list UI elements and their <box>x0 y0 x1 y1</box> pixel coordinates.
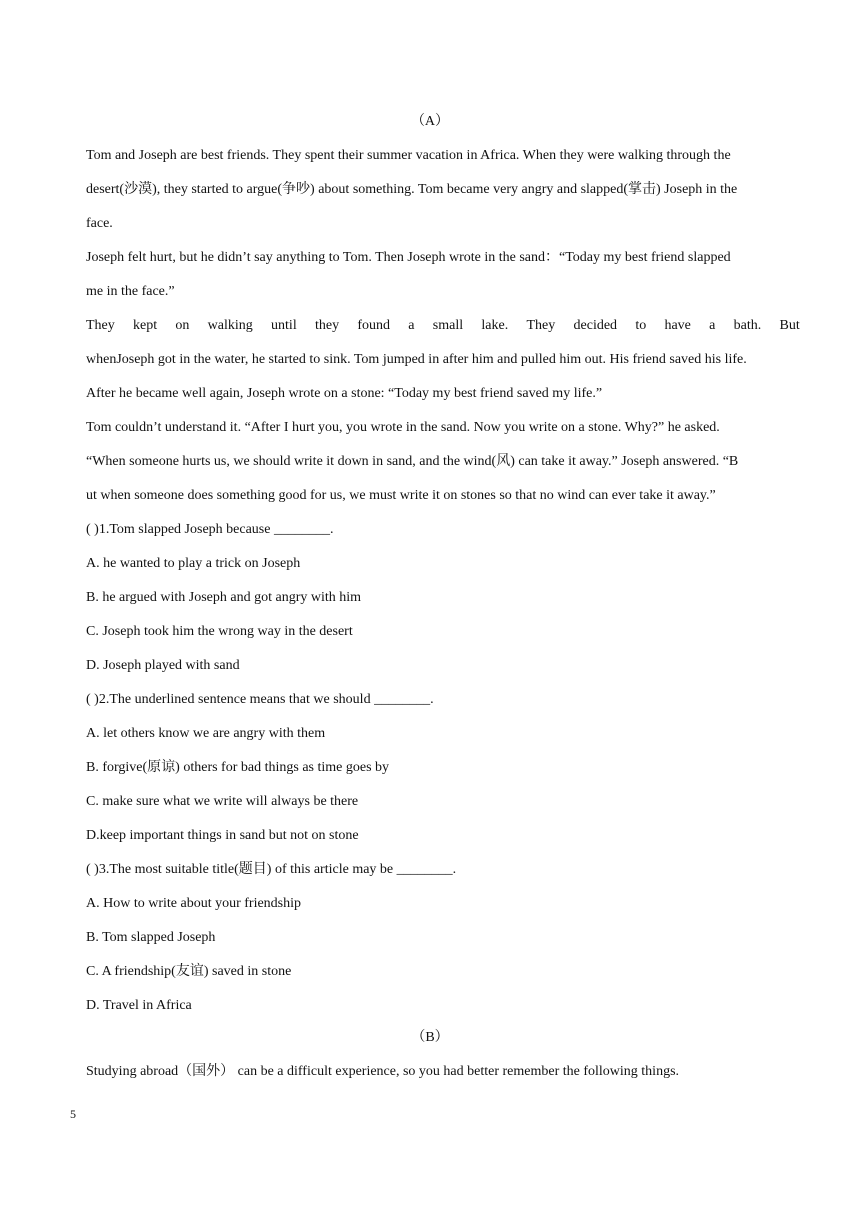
passage-a-p6-line2: ut when someone does something good for us, we must write it on stones so that no wind can ever take it away.” <box>86 488 716 503</box>
word: until <box>271 318 297 333</box>
question-2-option-a: A. let others know we are angry with them <box>86 726 326 741</box>
passage-a-p2-line1: Joseph felt hurt, but he didn’t say anything to Tom. Then Joseph wrote in the sand：“Today my best friend slapped <box>86 250 731 265</box>
passage-a-p5: Tom couldn’t understand it. “After I hurt you, you wrote in the sand. Now you write on a stone. Why?” he asked. <box>86 420 720 435</box>
word: small <box>432 318 464 333</box>
passage-b-p1: Studying abroad（国外） can be a difficult experience, so you had better remember the following things. <box>86 1064 680 1079</box>
question-2-option-c: C. make sure what we write will always be there <box>86 794 359 809</box>
passage-a-p3-line2: whenJoseph got in the water, he started to sink. Tom jumped in after him and pulled him out. His friend saved his life. <box>86 352 747 367</box>
passage-a-p1-line1: Tom and Joseph are best friends. They spent their summer vacation in Africa. When they were walking through the <box>86 148 731 163</box>
question-3-option-b: B. Tom slapped Joseph <box>86 930 216 945</box>
word: lake. <box>481 318 509 333</box>
question-1-option-b: B. he argued with Joseph and got angry with him <box>86 590 362 605</box>
word: a <box>408 318 415 333</box>
question-1-option-a: A. he wanted to play a trick on Joseph <box>86 556 301 571</box>
word: decided <box>573 318 618 333</box>
word: found <box>357 318 391 333</box>
word: They <box>86 318 115 333</box>
question-1-stem: ( )1.Tom slapped Joseph because ________. <box>86 522 334 537</box>
question-3-option-d: D. Travel in Africa <box>86 998 192 1013</box>
word: walking <box>207 318 253 333</box>
passage-a-p1-line3: face. <box>86 216 113 231</box>
word: a <box>709 318 716 333</box>
passage-a-p4: After he became well again, Joseph wrote on a stone: “Today my best friend saved my life.” <box>86 386 603 401</box>
question-2-option-b: B. forgive(原谅) others for bad things as time goes by <box>86 760 390 775</box>
page-number: 5 <box>70 1107 76 1121</box>
word: kept <box>133 318 158 333</box>
question-2-stem: ( )2.The underlined sentence means that we should ________. <box>86 692 434 707</box>
question-3-option-c: C. A friendship(友谊) saved in stone <box>86 964 292 979</box>
word: to <box>635 318 647 333</box>
word: have <box>664 318 691 333</box>
word: on <box>175 318 190 333</box>
question-3-option-a: A. How to write about your friendship <box>86 896 302 911</box>
word: They <box>526 318 556 333</box>
section-a-heading: （A） <box>410 114 450 129</box>
passage-a-p2-line2: me in the face.” <box>86 284 175 299</box>
passage-a-p1-line2: desert(沙漠), they started to argue(争吵) about something. Tom became very angry and slapped(掌击) Joseph in the <box>86 182 738 197</box>
word: bath. <box>733 318 762 333</box>
section-b-heading: （B） <box>411 1030 449 1045</box>
passage-a-p3-line1 <box>86 316 800 336</box>
word: they <box>314 318 340 333</box>
question-1-option-d: D. Joseph played with sand <box>86 658 240 673</box>
question-2-option-d: D.keep important things in sand but not on stone <box>86 828 359 843</box>
passage-a-p6-line1: “When someone hurts us, we should write it down in sand, and the wind(风) can take it away.” Joseph answered. “B <box>86 454 739 469</box>
question-3-stem: ( )3.The most suitable title(题目) of this article may be ________. <box>86 862 457 877</box>
word: But <box>779 318 800 333</box>
question-1-option-c: C. Joseph took him the wrong way in the desert <box>86 624 353 639</box>
